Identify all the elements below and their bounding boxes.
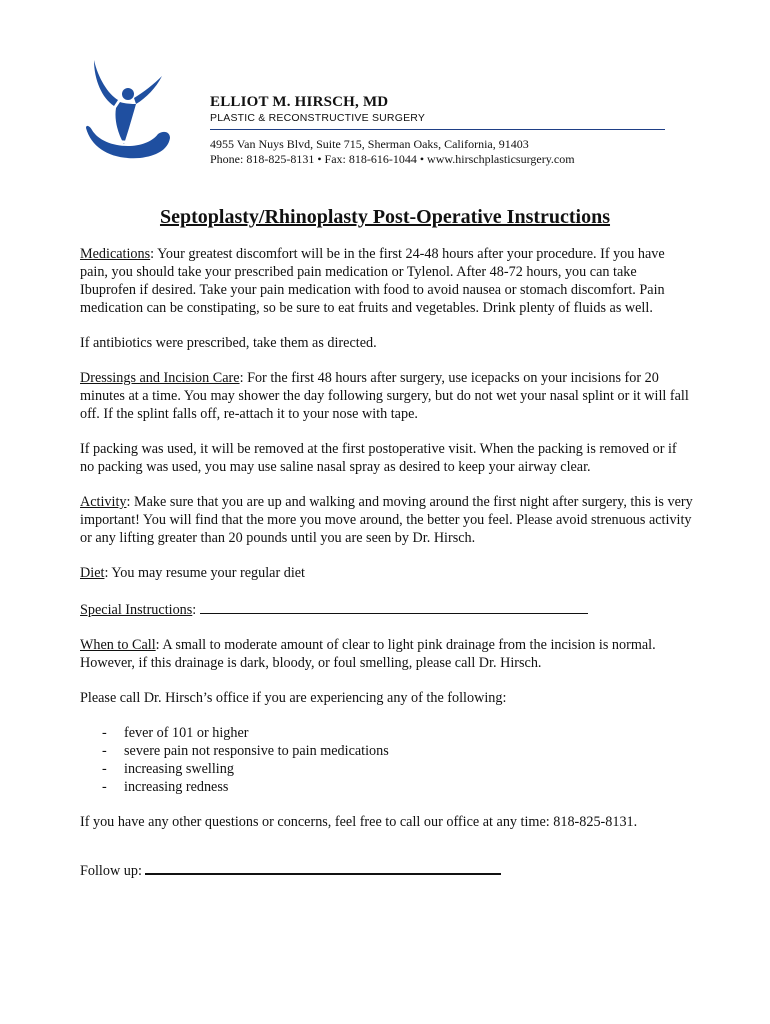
diet-heading: Diet — [80, 565, 105, 581]
dressings-paragraph — [80, 369, 694, 423]
list-item — [80, 724, 694, 742]
special-instructions-colon: : — [192, 602, 200, 618]
call-intro-paragraph: Please call Dr. Hirsch’s office if you are experiencing any of the following: — [80, 690, 507, 706]
bullet-dash: - — [102, 761, 107, 777]
questions-paragraph: If you have any other questions or concerns, feel free to call our office at any time: 818-825-8131. — [80, 814, 638, 830]
special-instructions-paragraph — [80, 599, 694, 619]
special-instructions-heading: Special Instructions — [80, 602, 193, 618]
list-item — [80, 760, 694, 778]
medications-paragraph — [80, 245, 694, 317]
activity-text: : Make sure that you are up and walking and moving around the first night after surgery, this is very important! You will find that the more you move around, the better you feel. Please avoid strenuous activity or any lifting greater than 20 pounds until you are seen by Dr. Hirsch. — [80, 494, 693, 546]
figure-in-hand-logo — [84, 58, 172, 166]
packing-paragraph: If packing was used, it will be removed at the first postoperative visit. When the packing is removed or if no packing was used, you may use saline nasal spray as desired to keep your airway clear. — [80, 441, 677, 475]
special-instructions-blank[interactable] — [200, 599, 588, 614]
follow-up-line — [80, 859, 694, 880]
bullet-dash: - — [102, 725, 107, 741]
medications-text: : Your greatest discomfort will be in the first 24-48 hours after your procedure. If you have pain, you should take your prescribed pain medication or Tylenol. After 48-72 hours, you can take Ibuprofen if desired. Take your pain medication with food to avoid nausea or stomach discomfort. Pain medication can be constipating, so be sure to eat fruits and vegetables. Drink plenty of fluids as well. — [80, 246, 665, 316]
antibiotics-paragraph: If antibiotics were prescribed, take them as directed. — [80, 335, 377, 351]
dressings-text: : For the first 48 hours after surgery, use icepacks on your incisions for 20 minutes at a time. You may shower the day following surgery, but do not wet your nasal splint or it will fall off. If the splint falls off, re-attach it to your nose with tape. — [80, 370, 689, 422]
bullet-dash: - — [102, 743, 107, 759]
diet-paragraph — [80, 564, 694, 582]
symptom-text: fever of 101 or higher — [124, 725, 249, 741]
practice-contact: Phone: 818-825-8131 • Fax: 818-616-1044 • www.hirschplasticsurgery.com — [210, 152, 575, 166]
symptom-text: severe pain not responsive to pain medications — [124, 743, 389, 759]
letterhead-divider — [210, 129, 665, 130]
document-title: Septoplasty/Rhinoplasty Post-Operative Instructions — [159, 206, 611, 228]
activity-heading: Activity — [80, 494, 127, 510]
when-to-call-paragraph — [80, 636, 694, 672]
symptom-text: increasing redness — [124, 779, 229, 795]
practice-specialty: PLASTIC & RECONSTRUCTIVE SURGERY — [210, 112, 426, 124]
instructions-body — [80, 245, 694, 897]
medications-heading: Medications — [80, 246, 151, 262]
diet-text: : You may resume your regular diet — [104, 565, 305, 581]
bullet-dash: - — [102, 779, 107, 795]
symptom-list — [80, 724, 694, 796]
when-to-call-text: : A small to moderate amount of clear to light pink drainage from the incision is normal. However, if this drainage is dark, bloody, or foul smelling, please call Dr. Hirsch. — [80, 637, 656, 671]
list-item — [80, 742, 694, 760]
activity-paragraph — [80, 493, 694, 547]
when-to-call-heading: When to Call — [80, 637, 156, 653]
list-item — [80, 778, 694, 796]
follow-up-blank[interactable] — [145, 859, 501, 875]
follow-up-label: Follow up: — [80, 863, 146, 879]
symptom-text: increasing swelling — [124, 761, 234, 777]
practice-address: 4955 Van Nuys Blvd, Suite 715, Sherman Oaks, California, 91403 — [210, 137, 529, 151]
practice-name: ELLIOT M. HIRSCH, MD — [210, 94, 389, 110]
dressings-heading: Dressings and Incision Care — [80, 370, 240, 386]
